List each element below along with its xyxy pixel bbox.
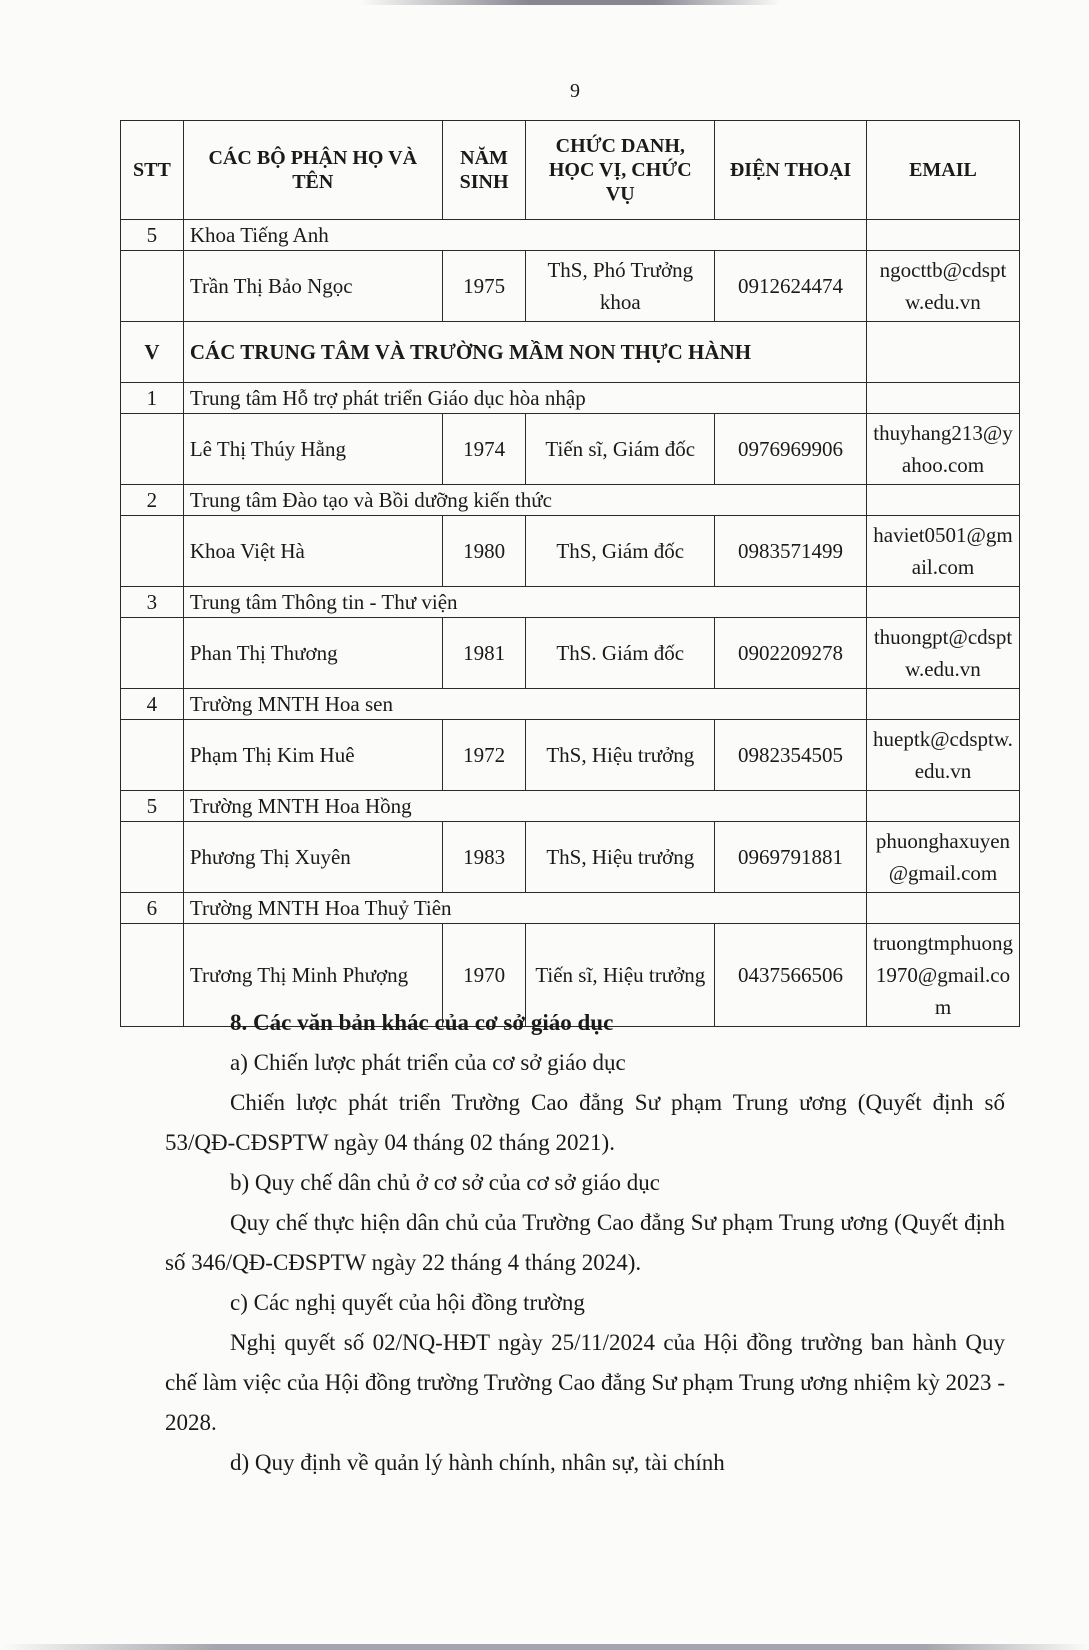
person-title: Tiến sĩ, Hiệu trưởng (526, 924, 715, 1027)
row-stt: 5 (121, 791, 184, 822)
person-row (121, 720, 1020, 791)
person-title: ThS, Hiệu trưởng (526, 720, 715, 791)
group-label: Trường MNTH Hoa sen (183, 689, 866, 720)
section-row (121, 322, 1020, 383)
person-name: Phương Thị Xuyên (183, 822, 442, 893)
item-c-text: Nghị quyết số 02/NQ-HĐT ngày 25/11/2024 của Hội đồng trường ban hành Quy chế làm việc của Hội đồng trường Trường Cao đẳng Sư phạm Trung ương nhiệm kỳ 2023 - 2028. (165, 1330, 1005, 1435)
scan-edge-bottom (0, 1644, 1089, 1650)
person-row (121, 822, 1020, 893)
person-phone: 0983571499 (715, 516, 867, 587)
scan-edge-top (360, 0, 780, 5)
person-email: truongtmphuong1970@gmail.com (866, 924, 1019, 1027)
header-stt: STT (121, 121, 184, 220)
group-label: Trường MNTH Hoa Thuỷ Tiên (183, 893, 866, 924)
person-title: Tiến sĩ, Giám đốc (526, 414, 715, 485)
person-name: Trương Thị Minh Phượng (183, 924, 442, 1027)
group-row (121, 220, 1020, 251)
table-body (121, 220, 1020, 1027)
header-email: EMAIL (866, 121, 1019, 220)
group-label: Khoa Tiếng Anh (183, 220, 866, 251)
section-8 (165, 1003, 1005, 1483)
empty-stt-cell (121, 720, 184, 791)
person-email: ngocttb@cdsptw.edu.vn (866, 251, 1019, 322)
person-row (121, 516, 1020, 587)
empty-email-cell (866, 485, 1019, 516)
person-name: Phan Thị Thương (183, 618, 442, 689)
person-phone: 0912624474 (715, 251, 867, 322)
header-year: NĂM SINH (442, 121, 526, 220)
person-birth-year: 1980 (442, 516, 526, 587)
group-label: Trường MNTH Hoa Hồng (183, 791, 866, 822)
person-title: ThS, Hiệu trưởng (526, 822, 715, 893)
person-birth-year: 1983 (442, 822, 526, 893)
row-stt: 5 (121, 220, 184, 251)
person-row (121, 414, 1020, 485)
section-label: CÁC TRUNG TÂM VÀ TRƯỜNG MẦM NON THỰC HÀNH (183, 322, 866, 383)
person-email: haviet0501@gmail.com (866, 516, 1019, 587)
person-email: thuyhang213@yahoo.com (866, 414, 1019, 485)
row-stt: 3 (121, 587, 184, 618)
header-phone: ĐIỆN THOẠI (715, 121, 867, 220)
item-d-label: d) Quy định về quản lý hành chính, nhân sự, tài chính (230, 1450, 725, 1475)
group-row (121, 791, 1020, 822)
empty-email-cell (866, 893, 1019, 924)
person-birth-year: 1981 (442, 618, 526, 689)
person-birth-year: 1974 (442, 414, 526, 485)
header-title: CHỨC DANH, HỌC VỊ, CHỨC VỤ (526, 121, 715, 220)
group-row (121, 485, 1020, 516)
person-phone: 0969791881 (715, 822, 867, 893)
person-name: Lê Thị Thúy Hằng (183, 414, 442, 485)
person-email: hueptk@cdsptw.edu.vn (866, 720, 1019, 791)
person-email: phuonghaxuyen@gmail.com (866, 822, 1019, 893)
person-phone: 0982354505 (715, 720, 867, 791)
group-row (121, 893, 1020, 924)
empty-stt-cell (121, 618, 184, 689)
person-phone: 0437566506 (715, 924, 867, 1027)
empty-email-cell (866, 220, 1019, 251)
item-c-label: c) Các nghị quyết của hội đồng trường (230, 1290, 585, 1315)
empty-stt-cell (121, 414, 184, 485)
person-row (121, 251, 1020, 322)
group-row (121, 587, 1020, 618)
person-birth-year: 1970 (442, 924, 526, 1027)
empty-email-cell (866, 689, 1019, 720)
person-email: thuongpt@cdsptw.edu.vn (866, 618, 1019, 689)
group-label: Trung tâm Hỗ trợ phát triển Giáo dục hòa nhập (183, 383, 866, 414)
person-title: ThS, Giám đốc (526, 516, 715, 587)
table-header-row (121, 121, 1020, 220)
person-title: ThS, Phó Trưởng khoa (526, 251, 715, 322)
item-a-text: Chiến lược phát triển Trường Cao đẳng Sư phạm Trung ương (Quyết định số 53/QĐ-CĐSPTW ngày 04 tháng 02 tháng 2021). (165, 1090, 1005, 1155)
person-name: Trần Thị Bảo Ngọc (183, 251, 442, 322)
person-row (121, 618, 1020, 689)
person-name: Phạm Thị Kim Huê (183, 720, 442, 791)
group-label: Trung tâm Đào tạo và Bồi dưỡng kiến thức (183, 485, 866, 516)
empty-email-cell (866, 791, 1019, 822)
page-number: 9 (570, 80, 580, 102)
person-birth-year: 1972 (442, 720, 526, 791)
person-phone: 0976969906 (715, 414, 867, 485)
group-row (121, 689, 1020, 720)
empty-email-cell (866, 383, 1019, 414)
group-label: Trung tâm Thông tin - Thư viện (183, 587, 866, 618)
item-b-text: Quy chế thực hiện dân chủ của Trường Cao đẳng Sư phạm Trung ương (Quyết định số 346/QĐ-CĐSPTW ngày 22 tháng 4 tháng 2024). (165, 1210, 1005, 1275)
empty-stt-cell (121, 822, 184, 893)
row-stt: 4 (121, 689, 184, 720)
person-title: ThS. Giám đốc (526, 618, 715, 689)
empty-email-cell (866, 587, 1019, 618)
empty-stt-cell (121, 251, 184, 322)
section-heading: 8. Các văn bản khác của cơ sở giáo dục (230, 1010, 614, 1035)
empty-email-cell (866, 322, 1019, 383)
row-stt: 2 (121, 485, 184, 516)
row-stt: 1 (121, 383, 184, 414)
person-name: Khoa Việt Hà (183, 516, 442, 587)
row-stt: V (121, 322, 184, 383)
person-birth-year: 1975 (442, 251, 526, 322)
item-b-label: b) Quy chế dân chủ ở cơ sở của cơ sở giáo dục (230, 1170, 660, 1195)
group-row (121, 383, 1020, 414)
header-name: CÁC BỘ PHẬN HỌ VÀ TÊN (183, 121, 442, 220)
staff-table (120, 120, 1020, 1027)
empty-stt-cell (121, 516, 184, 587)
row-stt: 6 (121, 893, 184, 924)
person-phone: 0902209278 (715, 618, 867, 689)
item-a-label: a) Chiến lược phát triển của cơ sở giáo dục (230, 1050, 626, 1075)
